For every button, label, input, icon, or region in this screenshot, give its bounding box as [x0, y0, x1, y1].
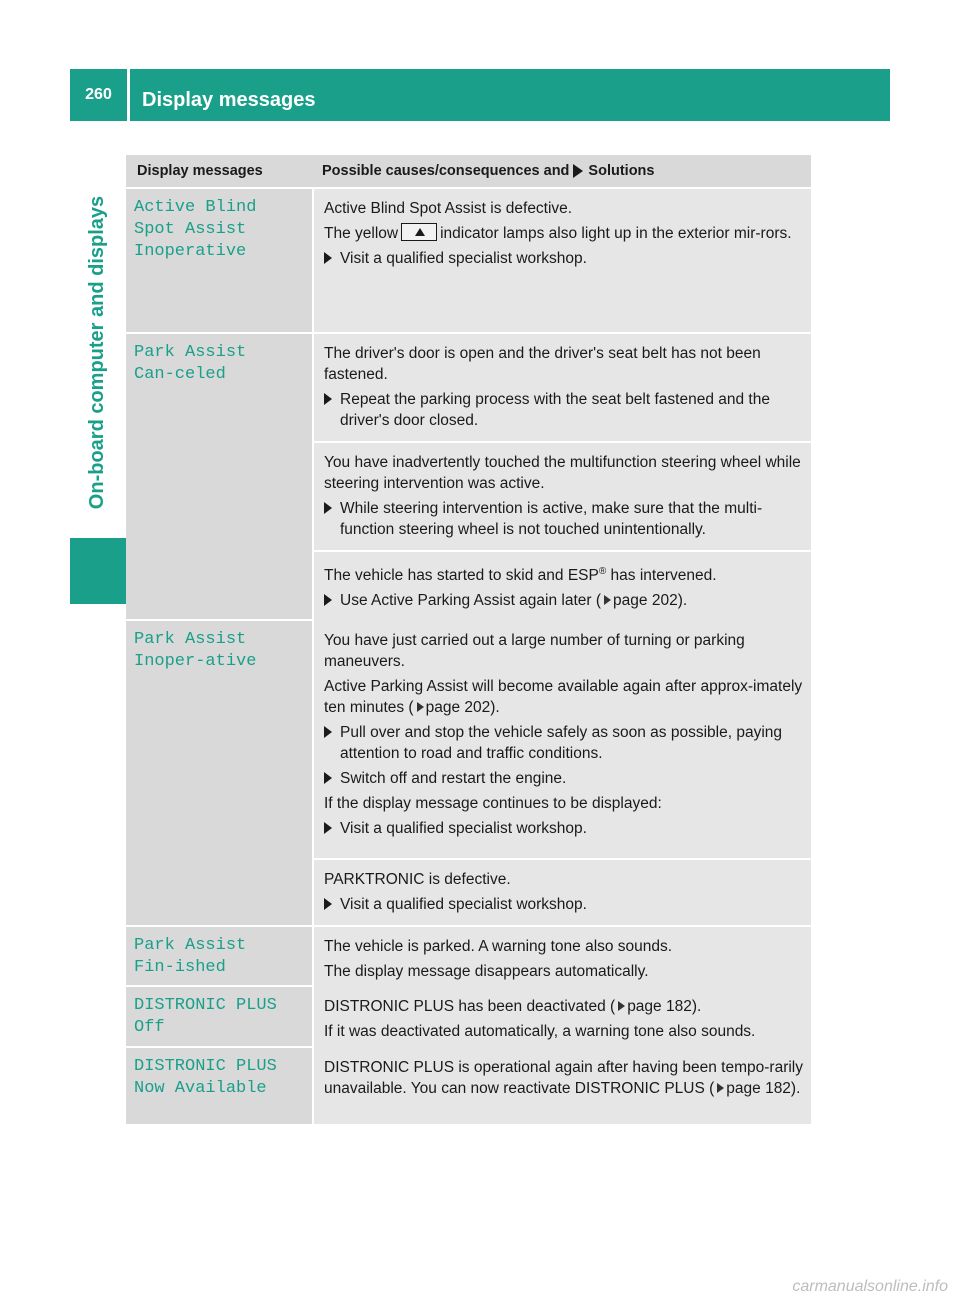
table-row [126, 189, 811, 334]
cause-text: The display message disappears automatically. [324, 963, 649, 980]
page-reference-link[interactable]: page 202). [613, 592, 688, 610]
cause-text: Active Blind Spot Assist is defective. [324, 200, 573, 217]
column-header-causes: Possible causes/consequences and [322, 163, 570, 179]
cause-text: The vehicle is parked. A warning tone also sounds. [324, 938, 673, 955]
display-message-text: Park Assist Can‐celed [134, 343, 247, 384]
step-arrow-icon [324, 252, 332, 264]
cause-text [324, 996, 803, 1017]
display-message-text: Park Assist Inoper‐ative [134, 630, 257, 671]
display-message-text: Park Assist Fin‐ished [134, 936, 247, 977]
message-cell [126, 1048, 312, 1124]
cause-text-part: has intervened. [606, 567, 717, 585]
cause-text [324, 223, 803, 244]
page-reference-icon [604, 595, 611, 605]
solution-cell [312, 1048, 811, 1124]
cause-text-part: The yellow [324, 225, 399, 242]
solution-text-part: Use Active Parking Assist again later ( [340, 592, 602, 610]
solution-step-text: Visit a qualified specialist workshop. [340, 820, 587, 837]
display-message-text: Active Blind Spot Assist Inoperative [134, 198, 257, 261]
page-number: 260 [85, 86, 112, 103]
step-arrow-icon [324, 898, 332, 910]
cause-text [324, 1057, 803, 1099]
solution-step-text: Repeat the parking process with the seat belt fastened and the driver's door closed. [340, 391, 770, 429]
message-cell [126, 334, 312, 619]
page-reference-link[interactable]: page 182). [627, 998, 702, 1015]
solution-step [324, 818, 803, 839]
solution-cell [312, 927, 811, 992]
cause-text-part: Active Parking Assist will become available again after approx-imately ten minutes ( [324, 678, 803, 716]
solution-step-text: Visit a qualified specialist workshop. [340, 896, 587, 913]
cause-text: PARKTRONIC is defective. [324, 871, 511, 888]
column-header-solutions [312, 163, 811, 179]
solution-cell [312, 858, 811, 925]
cause-text-part: The vehicle has started to skid and ESP [324, 567, 599, 585]
display-message-text: DISTRONIC PLUS Off [134, 996, 277, 1037]
display-message-text: DISTRONIC PLUS Now Available [134, 1057, 277, 1098]
table-row [126, 334, 811, 621]
solution-cell [312, 189, 811, 332]
cause-text [324, 676, 803, 718]
solution-step-text: Pull over and stop the vehicle safely as soon as possible, paying attention to road and traffic conditions. [340, 724, 783, 762]
solution-cell [312, 550, 811, 621]
step-arrow-icon [324, 726, 332, 738]
solution-column [312, 987, 811, 1046]
step-arrow-icon [324, 393, 332, 405]
solution-step [324, 722, 803, 764]
cause-text [324, 561, 803, 586]
column-header-messages: Display messages [137, 163, 263, 179]
message-cell [126, 621, 312, 925]
message-cell [126, 987, 312, 1046]
table-row [126, 987, 811, 1048]
step-arrow-icon [324, 822, 332, 834]
solution-step [324, 768, 803, 789]
message-cell [126, 189, 312, 332]
message-cell [126, 927, 312, 985]
step-arrow-icon [324, 772, 332, 784]
step-arrow-icon [324, 594, 332, 606]
header-divider [127, 69, 130, 121]
cause-text: If it was deactivated automatically, a warning tone also sounds. [324, 1023, 756, 1040]
solution-step [324, 389, 803, 431]
side-tab-label: On-board computer and displays [86, 195, 108, 510]
page-title: Display messages [142, 89, 316, 111]
cause-text-part: DISTRONIC PLUS has been deactivated ( [324, 998, 616, 1015]
solution-cell [312, 334, 811, 441]
step-arrow-icon [324, 502, 332, 514]
cause-text: You have just carried out a large number of turning or parking maneuvers. [324, 632, 745, 670]
solution-step-text: Switch off and restart the engine. [340, 770, 567, 787]
cause-text: You have inadvertently touched the multifunction steering wheel while steering intervention was active. [324, 454, 801, 492]
cause-text: If the display message continues to be displayed: [324, 795, 662, 812]
solution-step [324, 894, 803, 915]
page-reference-icon [717, 1083, 724, 1093]
solution-step-text: Visit a qualified specialist workshop. [340, 250, 587, 267]
registered-mark: ® [598, 566, 607, 577]
page-reference-link[interactable]: page 202). [425, 699, 500, 716]
table-row [126, 1048, 811, 1124]
solution-step [324, 590, 803, 611]
cause-text-part: DISTRONIC PLUS is operational again after having been tempo-rarily unavailable. You can now reactivate DISTRONIC PLUS ( [324, 1059, 804, 1097]
display-messages-table [126, 155, 811, 1124]
solution-cell [312, 441, 811, 550]
table-row [126, 927, 811, 987]
solution-step-text: While steering intervention is active, make sure that the multi-function steering wheel is not touched unintentionally. [340, 500, 763, 538]
solution-column [312, 334, 811, 619]
solution-column [312, 1048, 811, 1124]
cause-text: The driver's door is open and the driver's seat belt has not been fastened. [324, 345, 761, 383]
arrow-right-icon [573, 164, 583, 178]
solution-column [312, 927, 811, 985]
side-tab-marker [70, 538, 127, 604]
solution-cell [312, 621, 811, 858]
solution-step [324, 248, 803, 269]
column-header-solutions-label: Solutions [588, 163, 655, 179]
solution-cell [312, 987, 811, 1052]
page-reference-icon [618, 1001, 625, 1011]
cause-text-part: indicator lamps also light up in the exterior mir-rors. [440, 225, 792, 242]
warning-indicator-icon [401, 223, 437, 241]
watermark: carmanualsonline.info [792, 1278, 948, 1295]
page-reference-icon [417, 702, 424, 712]
table-row [126, 621, 811, 927]
solution-column [312, 621, 811, 925]
solution-column [312, 189, 811, 332]
table-header [126, 155, 811, 189]
solution-step [324, 498, 803, 540]
page-reference-link[interactable]: page 182). [726, 1080, 801, 1097]
solution-step-text [340, 590, 687, 611]
